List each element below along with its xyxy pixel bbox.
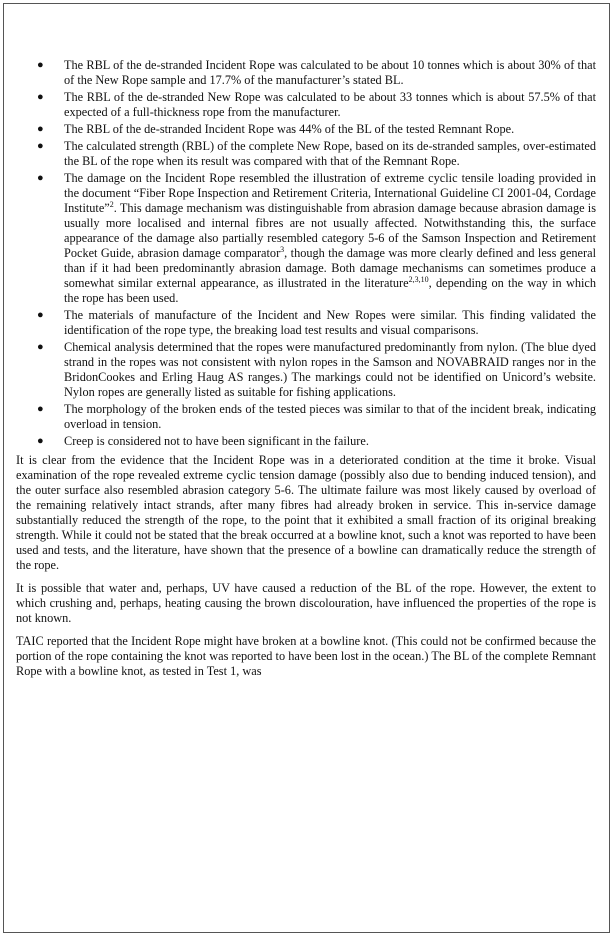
body-paragraph: It is clear from the evidence that the Incident Rope was in a deteriorated condition at the time it broke. Visual examination of the rope revealed extreme cyclic tension damage (possibly also due to bending induced tension), and the outer surface also resembled abrasion category 5-6. The ultimate failure was most likely caused by overload of the remaining relatively intact strands, after many fibres had already broken in service. This in-service damage substantially reduced the strength of the rope, to the point that it exhibited a small fraction of its original breaking strength. While it could not be stated that the break occurred at a bowline knot, such a knot was reported to have been used and tests, and the literature, have shown that the presence of a bowline can dramatically reduce the strength of the rope. [16,453,596,572]
text-segment: , though the damage was more clearly defined and less general than if it had been predominantly abrasion damage. Both damage mechanisms can sometimes produce a somewhat similar external appearance, as illustrated in the literature [64,246,596,290]
list-item [37,308,596,338]
document-body [16,58,596,679]
findings-list [16,58,596,449]
bullet-icon: ● [37,123,44,135]
bullet-icon: ● [37,59,44,71]
text-segment: , depending on the way in which the rope has been used. [64,276,597,305]
bullet-icon: ● [37,91,44,103]
bullet-icon: ● [37,435,44,447]
footnote-ref: 3 [280,244,285,254]
list-item [37,139,596,169]
list-item-text: The materials of manufacture of the Incident and New Ropes were similar. This finding validated the identification of the rope type, the breaking load test results and visual comparisons. [64,308,596,337]
list-item [37,171,597,306]
list-item-text: Chemical analysis determined that the ropes were manufactured predominantly from nylon. (The blue dyed strand in the ropes was not consistent with nylon ropes in the Samson and NOVABRAID ranges nor in the BridonCookes and Erling Haug AS ranges.) The markings could not be identified on Unicord’s website. Nylon ropes are generally listed as suitable for fishing applications. [64,340,596,399]
list-item-text: The RBL of the de-stranded New Rope was calculated to be about 33 tonnes which is about 57.5% of that expected of a full-thickness rope from the manufacturer. [64,90,596,119]
list-item [37,402,596,432]
list-item-text: Creep is considered not to have been significant in the failure. [64,434,369,448]
text-segment: The damage on the Incident Rope resembled the illustration of extreme cyclic tensile loading provided in the document “Fiber Rope Inspection and Retirement Criteria, International Guideline CI 2001-04, Cordage Institute” [64,171,596,215]
list-item-text: The calculated strength (RBL) of the complete New Rope, based on its de-stranded samples, over-estimated the BL of the rope when its result was compared with that of the Remnant Rope. [64,139,596,168]
list-item [37,340,596,400]
body-paragraph: It is possible that water and, perhaps, UV have caused a reduction of the BL of the rope. However, the extent to which crushing and, perhaps, heating causing the brown discolouration, have influenced the properties of the rope is not known. [16,581,596,625]
bullet-icon: ● [37,309,44,321]
list-item-text: The morphology of the broken ends of the tested pieces was similar to that of the incident break, indicating overload in tension. [64,402,596,431]
footnote-ref: 2,3,10 [408,274,429,284]
bullet-icon: ● [37,403,44,415]
list-item [37,434,596,449]
bullet-icon: ● [37,341,44,353]
bullet-icon: ● [37,172,44,184]
bullet-icon: ● [37,140,44,152]
list-item [37,90,596,120]
list-item-text [64,171,596,305]
list-item-text: The RBL of the de-stranded Incident Rope was 44% of the BL of the tested Remnant Rope. [64,122,515,136]
body-paragraph: TAIC reported that the Incident Rope might have broken at a bowline knot. (This could not be confirmed because the portion of the rope containing the knot was reported to have been lost in the ocean.) The BL of the complete Remnant Rope with a bowline knot, as tested in Test 1, was [16,634,596,678]
list-item [37,122,596,137]
list-item [37,58,596,88]
document-page [3,3,610,933]
list-item-text: The RBL of the de-stranded Incident Rope was calculated to be about 10 tonnes which is about 30% of that of the New Rope sample and 17.7% of the manufacturer’s stated BL. [64,58,596,87]
text-segment: . This damage mechanism was distinguishable from abrasion damage because abrasion damage is usually more localised and internal fibres are not usually affected. Notwithstanding this, the surface appearance of the damage also partially resembled category 5-6 of the Samson Inspection and Retirement Pocket Guide, abrasion damage comparator [64,201,596,260]
footnote-ref: 2 [109,199,114,209]
